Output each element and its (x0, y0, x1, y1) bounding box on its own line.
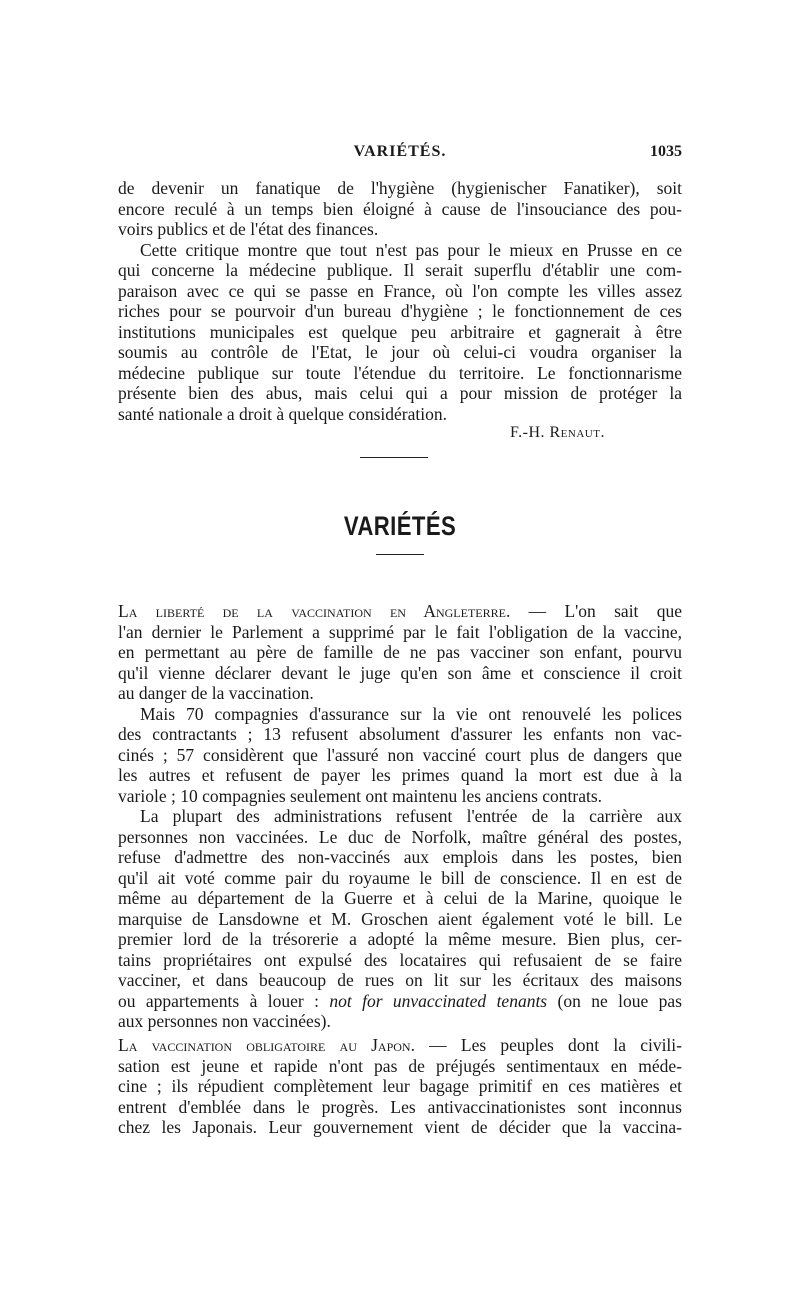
text-line: soumis au contrôle de l'Etat, le jour où celui-ci voudra organiser la (118, 342, 682, 362)
running-title: VARIÉTÉS. (353, 143, 447, 160)
text-line: qu'il ait voté comme pair du royaume le bill de conscience. Il en est de (118, 867, 682, 888)
text-line: La plupart des administrations refusent l'entrée de la carrière aux (140, 806, 682, 826)
author-signature: F.-H. Renaut. (510, 424, 605, 441)
text-line: variole ; 10 compagnies seulement ont maintenu les anciens contrats. (118, 785, 603, 806)
text-line: sation est jeune et rapide n'ont pas de préjugés sentimentaux en méde- (118, 1055, 682, 1076)
text-line: qui concerne la médecine publique. Il serait superflu d'établir une com- (118, 260, 682, 280)
text-line: personnes non vaccinées. Le duc de Norfolk, maître général des postes, (118, 826, 682, 847)
text-line: vacciner, et dans beaucoup de rues on lit sur les écritaux des maisons (118, 970, 682, 990)
article-heading-rest: — L'on sait que (510, 601, 682, 621)
running-head (118, 143, 682, 167)
text-line: l'an dernier le Parlement a supprimé par le fait l'obligation de la vaccine, (118, 621, 682, 642)
text-line: tains propriétaires ont expulsé des locataires qui refusaient de se faire (118, 949, 682, 970)
article-first-line (118, 1035, 682, 1056)
text-line: refuse d'admettre des non-vaccinés aux emplois dans les postes, bien (118, 847, 682, 867)
text-line: paraison avec ce qui se passe en France, où l'on compte les villes assez (118, 280, 682, 301)
text-line: des contractants ; 13 refusent absolument d'assurer les enfants non vac- (118, 724, 682, 744)
article-vaccination-angleterre (118, 601, 682, 1032)
text-line: cine ; ils répudient complètement leur bagage primitif en ces matières et (118, 1076, 682, 1096)
article-first-line (118, 601, 682, 622)
text-line: qu'il vienne déclarer devant le juge qu'en son âme et conscience il croit (118, 662, 682, 683)
article-vaccination-japon (118, 1035, 682, 1138)
text-line: riches pour se pourvoir d'un bureau d'hygiène ; le fonctionnement de ces (118, 301, 682, 321)
text-line: même au département de la Guerre et à celui de la Marine, quoique le (118, 888, 682, 908)
text-line: Cette critique montre que tout n'est pas pour le mieux en Prusse en ce (140, 239, 682, 260)
article-heading: La liberté de la vaccination en Angleterre. (118, 601, 511, 621)
italic-quote: not for unvaccinated tenants (329, 990, 548, 1011)
text-line: Mais 70 compagnies d'assurance sur la vie ont renouvelé les polices (140, 703, 682, 724)
article-heading-rest: — Les peuples dont la civili- (414, 1035, 682, 1055)
separator-rule (360, 457, 428, 458)
text-line: santé nationale a droit à quelque considération. (118, 403, 447, 424)
text-line: de devenir un fanatique de l'hygiène (hygienischer Fanatiker), soit (118, 178, 682, 198)
text-line: les autres et refusent de payer les primes quand la mort est due à la (118, 765, 682, 785)
text-line: institutions municipales est quelque peu arbitraire et gagnerait à être (118, 321, 682, 342)
text-line: médecine publique sur toute l'étendue du territoire. Le fonctionnarisme (118, 362, 682, 383)
text-line: au danger de la vaccination. (118, 683, 314, 703)
text-line: marquise de Lansdowne et M. Groschen aient également voté le bill. Le (118, 908, 682, 929)
section-title: VARIÉTÉS (343, 511, 457, 541)
text-line: présente bien des abus, mais celui qui a pour mission de protéger la (118, 383, 682, 403)
text-line: aux personnes non vaccinées). (118, 1011, 331, 1031)
text-line: en permettant au père de famille de ne pas vacciner son enfant, pourvu (118, 642, 682, 662)
previous-article-text (118, 178, 682, 424)
text-segment: ou appartements à louer : (118, 990, 330, 1011)
text-line-with-italic (118, 991, 682, 1012)
text-line: voirs publics et de l'état des finances. (118, 219, 379, 239)
article-heading: La vaccination obligatoire au Japon. (118, 1035, 415, 1055)
text-segment: (on ne loue pas (547, 990, 682, 1011)
text-line: entrent d'emblée dans le progrès. Les antivaccinationistes sont inconnus (118, 1096, 682, 1117)
text-line: encore reculé à un temps bien éloigné à cause de l'insouciance des pou- (118, 198, 682, 219)
text-line: cinés ; 57 considèrent que l'assuré non vacciné court plus de dangers que (118, 744, 682, 765)
text-line: chez les Japonais. Leur gouvernement vient de décider que la vaccina- (118, 1117, 682, 1137)
page-number: 1035 (650, 143, 682, 160)
text-line: premier lord de la trésorerie a adopté la même mesure. Bien plus, cer- (118, 929, 682, 949)
title-underline (376, 554, 424, 555)
